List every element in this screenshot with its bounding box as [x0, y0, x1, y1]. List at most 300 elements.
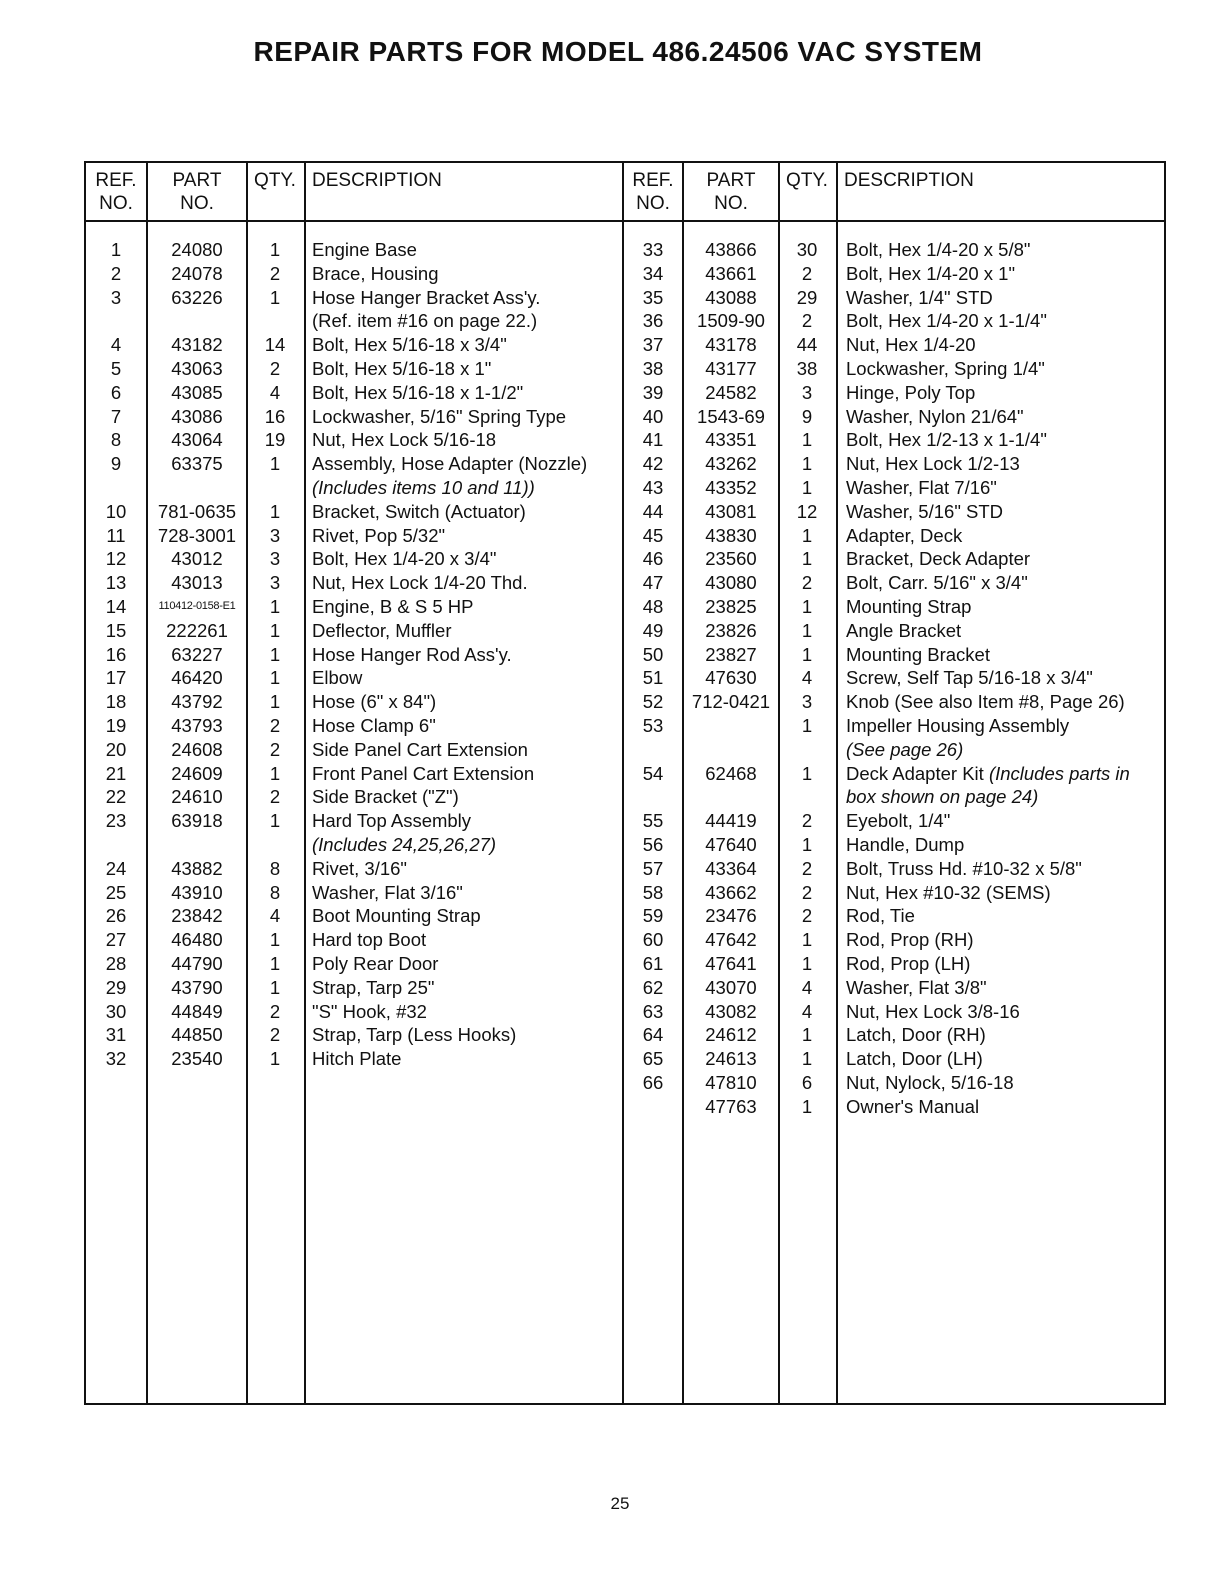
part-number: 46420: [171, 667, 223, 689]
quantity: 8: [269, 881, 281, 903]
table-row: [624, 976, 1164, 1000]
description-text: Nut, Hex Lock 1/2-13: [846, 453, 1020, 475]
table-row: [86, 238, 624, 262]
quantity: 1: [801, 429, 813, 451]
table-row: [86, 738, 624, 762]
table-row: [86, 785, 624, 809]
description-text: Side Bracket ("Z"): [312, 786, 459, 808]
table-row: [86, 1000, 624, 1024]
table-row: [86, 381, 624, 405]
ref-number: 13: [105, 572, 127, 594]
part-number: 24613: [705, 1048, 757, 1070]
part-number: 43262: [705, 453, 757, 475]
description-text: (Includes 24,25,26,27): [312, 833, 497, 855]
description-text: Bolt, Hex 1/2-13 x 1-1/4": [846, 429, 1047, 451]
quantity: 2: [801, 262, 813, 284]
ref-number: 16: [105, 643, 127, 665]
description: [846, 619, 961, 643]
table-row: [624, 524, 1164, 548]
part-number: 24080: [171, 239, 223, 260]
description: [846, 643, 990, 667]
ref-number: 5: [110, 357, 122, 379]
quantity: 9: [801, 405, 813, 427]
description-text: Bolt, Hex 1/4-20 x 3/4": [312, 548, 497, 570]
description: [312, 309, 537, 333]
table-row: [624, 714, 1164, 738]
ref-number: 32: [105, 1048, 127, 1070]
quantity: 1: [801, 1048, 813, 1070]
table-row: [86, 881, 624, 905]
table-row: [624, 690, 1164, 714]
ref-number: 26: [105, 905, 127, 927]
table-row: [624, 1047, 1164, 1071]
description-text: Bracket, Switch (Actuator): [312, 500, 526, 522]
description-text: Knob (See also Item #8, Page 26): [846, 691, 1125, 713]
description: [312, 1047, 401, 1071]
description-text: Washer, Flat 3/16": [312, 881, 463, 903]
description-text: Nut, Hex 1/4-20: [846, 334, 976, 356]
table-row: [86, 904, 624, 928]
description-text: Hitch Plate: [312, 1048, 402, 1070]
description: [846, 524, 962, 548]
quantity: 1: [801, 595, 813, 617]
part-number: 781-0635: [157, 500, 237, 522]
table-row: [624, 952, 1164, 976]
table-row: [86, 262, 624, 286]
description: [846, 547, 1030, 571]
description-text: Washer, 5/16" STD: [846, 500, 1004, 522]
ref-number: 24: [105, 857, 127, 879]
table-row: [624, 619, 1164, 643]
header-ref-line2: NO.: [636, 193, 670, 214]
description-text: "S" Hook, #32: [312, 1000, 427, 1022]
ref-number: 61: [642, 952, 664, 974]
ref-number: 55: [642, 810, 664, 832]
table-row: [624, 785, 1164, 809]
quantity: 4: [269, 381, 281, 403]
quantity: 2: [269, 262, 281, 284]
ref-number: 1: [110, 239, 122, 260]
table-row: [86, 309, 624, 333]
description-text: Bolt, Hex 5/16-18 x 3/4": [312, 334, 507, 356]
description-text: Assembly, Hose Adapter (Nozzle): [312, 453, 588, 475]
description: [312, 452, 587, 476]
table-row: [86, 952, 624, 976]
description: [312, 714, 436, 738]
description-text: Bolt, Hex 5/16-18 x 1": [312, 357, 492, 379]
table-row: [624, 595, 1164, 619]
description: [312, 476, 535, 500]
table-row: [86, 643, 624, 667]
part-number: 23827: [705, 643, 757, 665]
page-number: 25: [610, 1494, 630, 1513]
description: [846, 738, 963, 762]
description: [312, 262, 438, 286]
description: [846, 405, 1024, 429]
part-number: 47763: [705, 1095, 757, 1117]
ref-number: 47: [642, 572, 664, 594]
ref-number: 56: [642, 833, 664, 855]
ref-number: 39: [642, 381, 664, 403]
quantity: 2: [801, 310, 813, 332]
quantity: 1: [801, 476, 813, 498]
description: [846, 286, 993, 310]
description-text: (See page 26): [846, 738, 964, 760]
table-row: [624, 643, 1164, 667]
table-row: [86, 333, 624, 357]
part-number: 63227: [171, 643, 223, 665]
description-text: Engine, B & S 5 HP: [312, 595, 474, 617]
table-row: [86, 547, 624, 571]
description: [846, 1000, 1020, 1024]
ref-number: 2: [110, 262, 122, 284]
description: [846, 904, 915, 928]
description: [846, 952, 970, 976]
header-ref-line1: REF.: [95, 170, 137, 191]
quantity: 1: [801, 833, 813, 855]
right-rows: [624, 238, 1164, 1118]
table-row: [624, 1095, 1164, 1119]
description-text: Washer, Nylon 21/64": [846, 405, 1024, 427]
ref-number: 66: [642, 1071, 664, 1093]
quantity: 19: [264, 429, 286, 451]
description: [312, 595, 473, 619]
part-number: 24609: [171, 762, 223, 784]
ref-number: 4: [110, 334, 122, 356]
description-text: (Includes items 10 and 11)): [312, 476, 535, 498]
description: [846, 500, 1003, 524]
quantity: 3: [269, 572, 281, 594]
quantity: 1: [801, 1095, 813, 1117]
part-number: 44850: [171, 1024, 223, 1046]
description-text: Hose (6" x 84"): [312, 691, 437, 713]
quantity: 2: [801, 905, 813, 927]
description: [312, 762, 534, 786]
part-number: 47641: [705, 952, 757, 974]
ref-number: 22: [105, 786, 127, 808]
description-text: Bolt, Carr. 5/16" x 3/4": [846, 572, 1028, 594]
part-number: 43352: [705, 476, 757, 498]
part-number: 23826: [705, 619, 757, 641]
header-qty: QTY.: [786, 170, 828, 191]
description-text: Bolt, Hex 5/16-18 x 1-1/2": [312, 381, 524, 403]
quantity: 30: [796, 239, 818, 260]
ref-number: 3: [110, 286, 122, 308]
part-number: 23825: [705, 595, 757, 617]
table-row: [86, 1023, 624, 1047]
table-row: [86, 690, 624, 714]
description: [312, 333, 507, 357]
header-part-line1: PART: [706, 170, 756, 191]
quantity: 2: [269, 786, 281, 808]
description: [846, 857, 1082, 881]
table-row: [624, 809, 1164, 833]
description-text: Rod, Tie: [846, 905, 915, 927]
part-number: 47810: [705, 1071, 757, 1093]
description-text: Rivet, Pop 5/32": [312, 524, 446, 546]
quantity: 1: [801, 643, 813, 665]
part-number: 43830: [705, 524, 757, 546]
quantity: 12: [796, 500, 818, 522]
table-row: [624, 357, 1164, 381]
table-row: [86, 571, 624, 595]
description: [846, 928, 973, 952]
ref-number: 30: [105, 1000, 127, 1022]
table-row: [86, 619, 624, 643]
part-number: 43662: [705, 881, 757, 903]
description: [846, 762, 1130, 786]
ref-number: 62: [642, 976, 664, 998]
ref-number: 57: [642, 857, 664, 879]
quantity: 3: [269, 548, 281, 570]
ref-number: 35: [642, 286, 664, 308]
part-number: 43790: [171, 976, 223, 998]
quantity: 1: [801, 548, 813, 570]
description-text: Elbow: [312, 667, 363, 689]
description: [846, 262, 1015, 286]
table-row: [86, 762, 624, 786]
description: [312, 547, 496, 571]
quantity: 2: [801, 572, 813, 594]
table-row: [86, 500, 624, 524]
ref-number: 65: [642, 1048, 664, 1070]
quantity: 1: [269, 500, 281, 522]
description: [846, 1095, 979, 1119]
description-text: Mounting Strap: [846, 595, 972, 617]
header-ref-line1: REF.: [632, 170, 674, 191]
part-number: 43178: [705, 334, 757, 356]
part-number: 63226: [171, 286, 223, 308]
ref-number: 59: [642, 905, 664, 927]
description-text: Bolt, Hex 1/4-20 x 5/8": [846, 239, 1031, 260]
quantity: 1: [269, 691, 281, 713]
part-number: 43364: [705, 857, 757, 879]
quantity: 2: [269, 1000, 281, 1022]
description: [312, 524, 445, 548]
quantity: 14: [264, 334, 286, 356]
part-number: 43082: [705, 1000, 757, 1022]
description-text: Bolt, Truss Hd. #10-32 x 5/8": [846, 857, 1082, 879]
table-row: [86, 809, 624, 833]
table-row: [624, 452, 1164, 476]
description-text: Hard top Boot: [312, 929, 427, 951]
table-row: [624, 428, 1164, 452]
quantity: 8: [269, 857, 281, 879]
header-description: DESCRIPTION: [312, 170, 442, 191]
quantity: 3: [801, 691, 813, 713]
description: [312, 690, 436, 714]
ref-number: 43: [642, 476, 664, 498]
description-text: Latch, Door (RH): [846, 1024, 986, 1046]
part-number: 23842: [171, 905, 223, 927]
description: [846, 833, 964, 857]
description: [846, 357, 1045, 381]
header-part-line2: NO.: [180, 193, 214, 214]
table-row: [624, 1000, 1164, 1024]
quantity: 1: [269, 810, 281, 832]
ref-number: 33: [642, 239, 664, 260]
description: [312, 857, 407, 881]
description-text: box shown on page 24): [846, 786, 1039, 808]
table-row: [624, 262, 1164, 286]
part-number: 43085: [171, 381, 223, 403]
table-row: [624, 286, 1164, 310]
quantity: 3: [801, 381, 813, 403]
description: [846, 976, 987, 1000]
quantity: 1: [801, 762, 813, 784]
part-number: 43013: [171, 572, 223, 594]
description: [846, 1047, 983, 1071]
ref-number: 19: [105, 714, 127, 736]
ref-number: 46: [642, 548, 664, 570]
description: [846, 666, 1093, 690]
description-text: Hose Hanger Rod Ass'y.: [312, 643, 512, 665]
table-row: [86, 405, 624, 429]
description-text: Rod, Prop (LH): [846, 952, 971, 974]
description: [312, 1000, 427, 1024]
part-number: 23560: [705, 548, 757, 570]
ref-number: 58: [642, 881, 664, 903]
table-row: [86, 595, 624, 619]
ref-number: 11: [106, 524, 126, 546]
description-text: Rod, Prop (RH): [846, 929, 974, 951]
description-text: Boot Mounting Strap: [312, 905, 481, 927]
description-text: (Ref. item #16 on page 22.): [312, 310, 538, 332]
description: [312, 643, 512, 667]
description: [312, 738, 528, 762]
description-text: Strap, Tarp (Less Hooks): [312, 1024, 517, 1046]
ref-number: 17: [105, 667, 127, 689]
description: [846, 595, 971, 619]
part-number: 43064: [171, 429, 223, 451]
description-text: Nut, Nylock, 5/16-18: [846, 1071, 1014, 1093]
table-row: [624, 904, 1164, 928]
ref-number: 54: [642, 762, 664, 784]
description: [312, 500, 526, 524]
description: [312, 381, 523, 405]
part-number: 43910: [171, 881, 223, 903]
quantity: 1: [801, 714, 813, 736]
part-number: 63375: [171, 453, 223, 475]
description-text: Washer, Flat 3/8": [846, 976, 987, 998]
part-number: 110412-0158-E1: [158, 599, 236, 612]
quantity: 1: [801, 952, 813, 974]
description-italic-note: (Includes parts in: [988, 762, 1130, 784]
left-rows: [86, 238, 624, 1071]
ref-number: 29: [105, 976, 127, 998]
description-text: Owner's Manual: [846, 1095, 980, 1117]
description-text: Bolt, Hex 1/4-20 x 1": [846, 262, 1016, 284]
ref-number: 31: [105, 1024, 127, 1046]
part-number: 47642: [705, 929, 757, 951]
ref-number: 8: [110, 429, 122, 451]
header-part: [684, 169, 778, 215]
table-row: [86, 928, 624, 952]
ref-number: 36: [642, 310, 664, 332]
table-row: [86, 476, 624, 500]
quantity: 1: [801, 619, 813, 641]
parts-table: [84, 161, 1164, 1401]
part-number: 43793: [171, 714, 223, 736]
part-number: 44419: [705, 810, 757, 832]
part-number: 63918: [171, 810, 223, 832]
quantity: 6: [801, 1071, 813, 1093]
ref-number: 27: [105, 929, 127, 951]
description: [312, 976, 434, 1000]
ref-number: 28: [105, 952, 127, 974]
header-part-line2: NO.: [714, 193, 748, 214]
quantity: 1: [801, 1024, 813, 1046]
description-text: Latch, Door (LH): [846, 1048, 983, 1070]
header-ref-line2: NO.: [99, 193, 133, 214]
description-text: Nut, Hex Lock 3/8-16: [846, 1000, 1020, 1022]
ref-number: 15: [105, 619, 127, 641]
description: [846, 714, 1069, 738]
description-text: Rivet, 3/16": [312, 857, 408, 879]
table-row: [624, 333, 1164, 357]
table-row: [624, 571, 1164, 595]
part-number: 43063: [171, 357, 223, 379]
quantity: 1: [269, 1048, 281, 1070]
ref-number: 34: [642, 262, 664, 284]
part-number: 43351: [705, 429, 757, 451]
part-number: 43177: [705, 357, 757, 379]
description-text: Hose Clamp 6": [312, 714, 436, 736]
description-text: Front Panel Cart Extension: [312, 762, 535, 784]
description: [846, 785, 1038, 809]
ref-number: 21: [105, 762, 127, 784]
part-number: 43088: [705, 286, 757, 308]
part-number: 712-0421: [691, 691, 771, 713]
table-row: [86, 976, 624, 1000]
quantity: 1: [269, 619, 281, 641]
table-row: [624, 309, 1164, 333]
part-number: 47640: [705, 833, 757, 855]
table-row: [624, 666, 1164, 690]
part-number: 46480: [171, 929, 223, 951]
quantity: 2: [269, 738, 281, 760]
ref-number: 9: [110, 453, 122, 475]
description: [312, 357, 491, 381]
description-text: Impeller Housing Assembly: [846, 714, 1070, 736]
table-row: [86, 666, 624, 690]
quantity: 1: [269, 286, 281, 308]
part-number: 1509-90: [697, 310, 765, 332]
description-text: Nut, Hex #10-32 (SEMS): [846, 881, 1051, 903]
quantity: 4: [801, 1000, 813, 1022]
description-text: Angle Bracket: [846, 619, 962, 641]
description: [846, 1023, 986, 1047]
ref-number: 14: [105, 595, 127, 617]
description: [846, 571, 1028, 595]
quantity: 2: [801, 881, 813, 903]
description-text: Screw, Self Tap 5/16-18 x 3/4": [846, 667, 1093, 689]
description-text: Hard Top Assembly: [312, 810, 472, 832]
description-text: Hinge, Poly Top: [846, 381, 976, 403]
header-ref: [86, 169, 146, 215]
header-ref: [624, 169, 682, 215]
table-row: [86, 428, 624, 452]
description-text: Handle, Dump: [846, 833, 965, 855]
description: [312, 904, 481, 928]
quantity: 3: [269, 524, 281, 546]
description-text: Nut, Hex Lock 5/16-18: [312, 429, 497, 451]
description: [846, 428, 1047, 452]
ref-number: 18: [105, 691, 127, 713]
table-row: [86, 357, 624, 381]
ref-number: 40: [642, 405, 664, 427]
quantity: 1: [269, 667, 281, 689]
